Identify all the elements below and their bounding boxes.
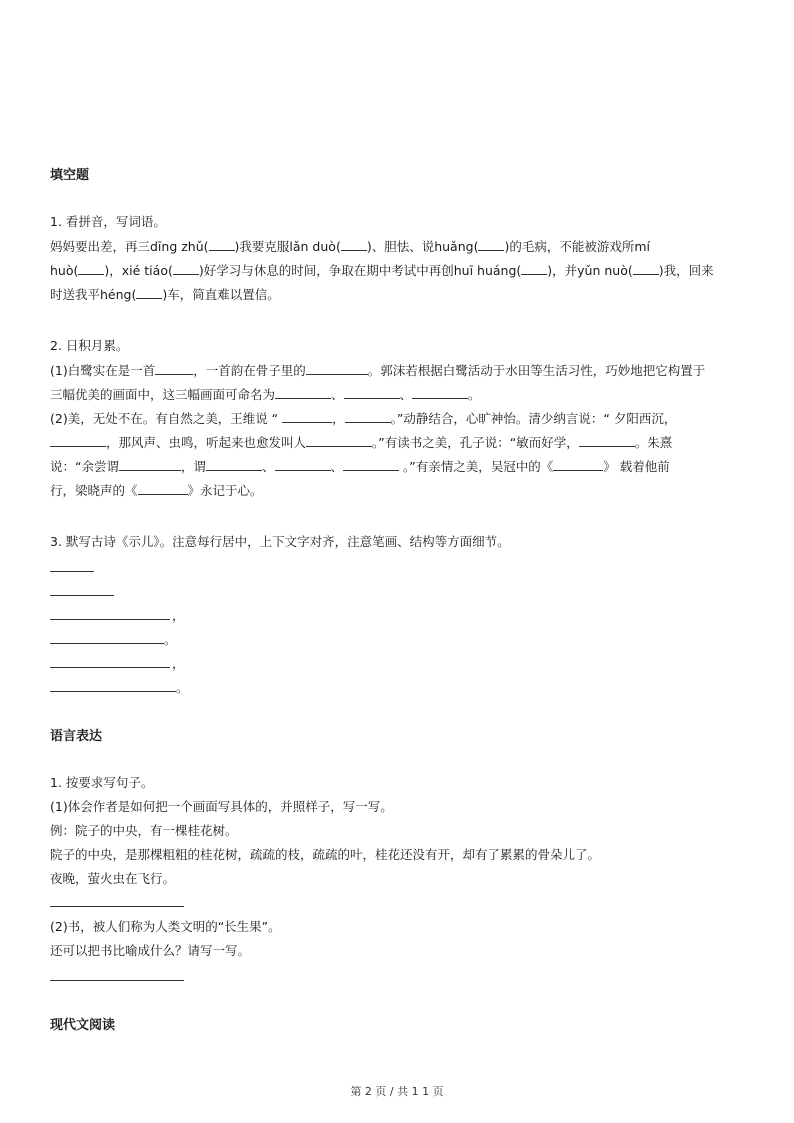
- poem-title-blank[interactable]: [50, 571, 94, 572]
- example-expanded-sentence: 院子的中央，是那棵粗粗的桂花树，疏疏的枝，疏疏的叶，桂花还没有开，却有了累累的骨朵儿了。: [50, 847, 601, 862]
- answer-line[interactable]: [50, 906, 184, 907]
- answer-blank[interactable]: [50, 434, 106, 447]
- poem-line-blank[interactable]: [50, 667, 170, 668]
- answer-blank[interactable]: [553, 458, 603, 471]
- answer-blank[interactable]: [412, 386, 468, 399]
- answer-blank[interactable]: [275, 386, 331, 399]
- answer-blank[interactable]: [579, 434, 635, 447]
- answer-blank[interactable]: [119, 458, 181, 471]
- answer-blank[interactable]: [633, 262, 659, 275]
- answer-blank[interactable]: [78, 262, 104, 275]
- answer-blank[interactable]: [343, 458, 399, 471]
- q2-line-5: 说：“余尝谓 ，谓 、 、 。”有亲情之美，吴冠中的《 》 载着他前: [50, 459, 670, 474]
- answer-blank[interactable]: [155, 362, 193, 375]
- example-sentence: 例：院子的中央，有一棵桂花树。: [50, 823, 238, 838]
- task-sentence: 夜晚，萤火虫在飞行。: [50, 871, 176, 886]
- answer-blank[interactable]: [345, 410, 391, 423]
- sub-question-2-task: 还可以把书比喻成什么？请写一写。: [50, 943, 251, 958]
- section-heading-fill-blank: 填空题: [50, 168, 90, 183]
- question-2-prompt: 2. 日积月累。: [50, 338, 129, 353]
- answer-blank[interactable]: [344, 386, 400, 399]
- answer-blank[interactable]: [173, 262, 199, 275]
- answer-blank[interactable]: [206, 458, 262, 471]
- answer-blank[interactable]: [209, 238, 235, 251]
- q1-line-2: huò( )，xié tiáo( )好学习与休息的时间，争取在期中考试中再创huī huáng( )，并yǔn nuò( )我，回来: [50, 263, 714, 278]
- answer-blank[interactable]: [138, 482, 188, 495]
- q1-line-1: 妈妈要出差，再三dīng zhǔ( )我要克服lǎn duò( )、胆怯、说huǎng( )的毛病，不能被游戏所mí: [50, 239, 650, 254]
- answer-blank[interactable]: [306, 434, 372, 447]
- section-heading-modern-reading: 现代文阅读: [50, 1018, 116, 1033]
- answer-line[interactable]: [50, 980, 184, 981]
- poem-line-punct: ，: [172, 608, 185, 623]
- poem-line-punct: 。: [164, 632, 177, 647]
- answer-blank[interactable]: [136, 286, 162, 299]
- sub-question-2: (2)书，被人们称为人类文明的“长生果”。: [50, 919, 281, 934]
- poem-line-punct: ，: [172, 656, 185, 671]
- q2-line-2: 三幅优美的画面中，这三幅画面可命名为 、 、 。: [50, 387, 481, 402]
- q1-line-3: 时送我平héng( )车，简直难以置信。: [50, 287, 280, 302]
- poem-line-blank[interactable]: [50, 643, 164, 644]
- question-1-prompt: 1. 看拼音，写词语。: [50, 214, 166, 229]
- question-3-prompt: 3. 默写古诗《示儿》。注意每行居中，上下文字对齐，注意笔画、结构等方面细节。: [50, 534, 510, 549]
- poem-author-blank[interactable]: [50, 595, 114, 596]
- q2-line-3: (2)美，无处不在。有自然之美，王维说 “ ， 。”动静结合，心旷神怡。清少纳言说：“ 夕阳西沉，: [50, 411, 677, 426]
- section-heading-language-expression: 语言表达: [50, 729, 103, 744]
- answer-blank[interactable]: [341, 238, 367, 251]
- answer-blank[interactable]: [521, 262, 547, 275]
- sub-question-1: (1)体会作者是如何把一个画面写具体的，并照样子，写一写。: [50, 799, 393, 814]
- answer-blank[interactable]: [306, 362, 368, 375]
- poem-line-blank[interactable]: [50, 691, 176, 692]
- q2-line-4: ，那风声、虫鸣，听起来也愈发叫人 。”有读书之美，孔子说：“敏而好学， 。朱熹: [50, 434, 672, 451]
- answer-blank[interactable]: [275, 458, 331, 471]
- q2-line-1: (1)白鹭实在是一首 ，一首韵在骨子里的 。郭沫若根据白鹭活动于水田等生活习性，巧妙地把它构置于: [50, 363, 706, 378]
- page-footer: 第 2 页 / 共 1 1 页: [350, 1085, 444, 1098]
- poem-line-blank[interactable]: [50, 619, 170, 620]
- q2-line-6: 行，梁晓声的《 》永记于心。: [50, 483, 263, 498]
- answer-blank[interactable]: [282, 410, 332, 423]
- poem-line-punct: 。: [176, 680, 189, 695]
- answer-blank[interactable]: [478, 238, 504, 251]
- question-1-prompt: 1. 按要求写句子。: [50, 775, 154, 790]
